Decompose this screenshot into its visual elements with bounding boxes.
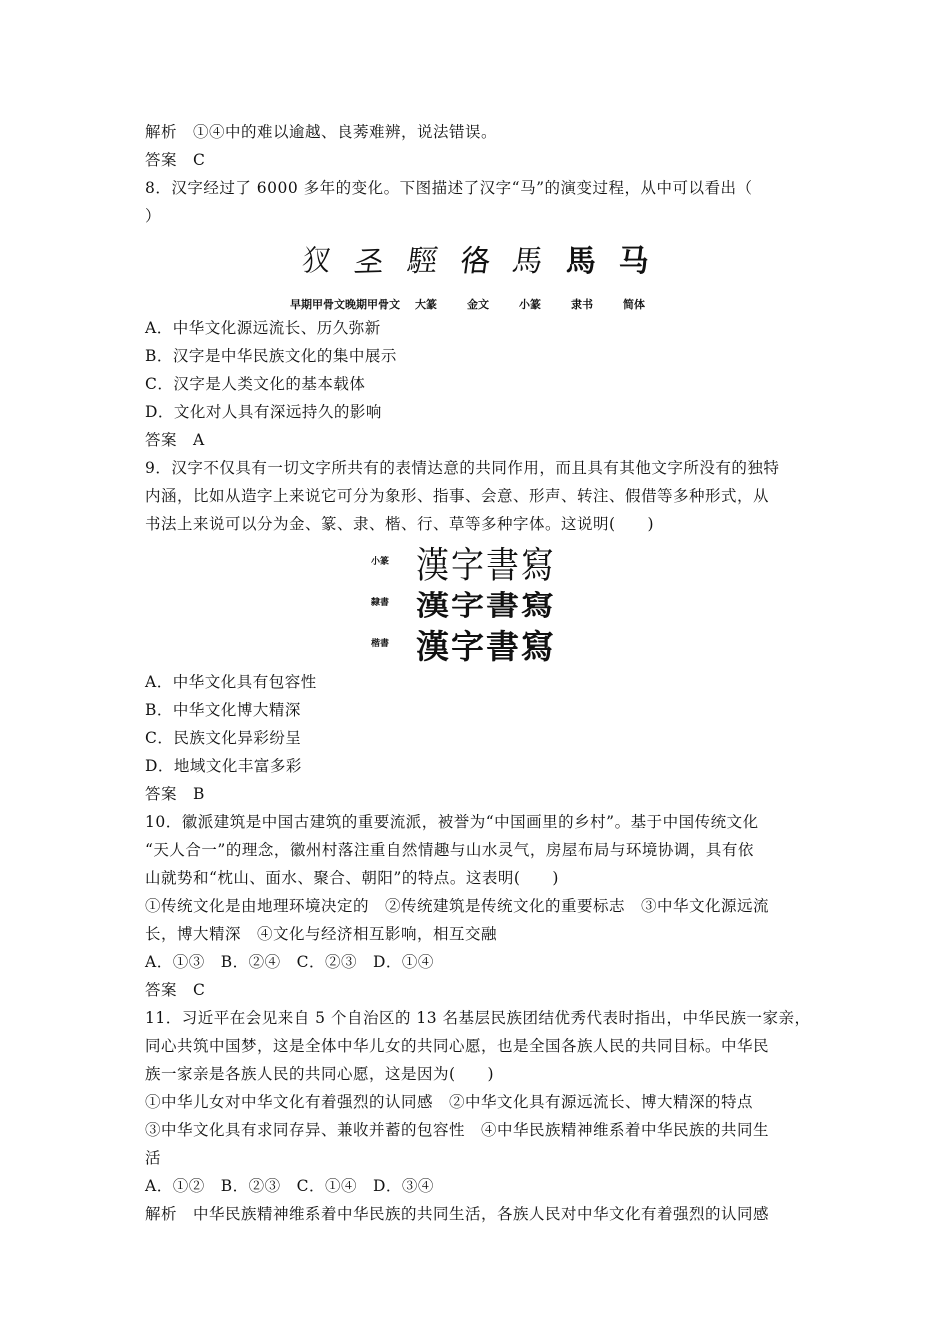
answer-line: 答案 A (145, 431, 205, 449)
question-10-stem-cont: “天人合一”的理念，徽州村落注重自然情趣与山水灵气，房屋布局与环境协调，具有依 (145, 841, 754, 859)
horse-glyph-row (290, 242, 660, 282)
option-d: D．地域文化丰富多彩 (145, 757, 302, 775)
caption-simplified: 简体 (623, 298, 645, 311)
option-b: B．汉字是中华民族文化的集中展示 (145, 347, 397, 365)
analysis-line: 解析 ①④中的难以逾越、良莠难辨，说法错误。 (145, 123, 498, 141)
script-row-clerical (370, 583, 582, 623)
question-9-stem-cont: 书法上来说可以分为金、篆、隶、楷、行、草等多种字体。这说明( ) (145, 515, 655, 533)
question-9-stem: 9．汉字不仅具有一切文字所共有的表情达意的共同作用，而且具有其他文字所没有的独特 (145, 459, 780, 477)
caption-late-oracle: 晚期甲骨文 (345, 298, 400, 311)
caption-small-seal: 小篆 (519, 298, 541, 311)
option-a: A．中华文化源远流长、历久弥新 (145, 319, 381, 337)
glyph-large-seal: 𩣪 (404, 244, 440, 279)
script-label: 楷書 (370, 639, 389, 649)
glyph-early-oracle: 𤜫 (299, 244, 334, 279)
question-11-stem: 11．习近平在会见来自 5 个自治区的 13 名基层民族团结优秀代表时指出，中华民族一家亲， (145, 1009, 811, 1027)
glyph-small-seal: 馬 (510, 244, 546, 279)
question-9-stem-cont: 内涵，比如从造字上来说它可分为象形、指事、会意、形声、转注、假借等多种形式，从 (145, 487, 770, 505)
glyph-bronze: 𢓜 (457, 244, 493, 279)
script-chars: 漢字書寫 (416, 542, 556, 586)
glyph-clerical: 馬 (565, 244, 596, 279)
option-c: C．汉字是人类文化的基本载体 (145, 375, 366, 393)
option-c: C．民族文化异彩纷呈 (145, 729, 302, 747)
question-8-stem: 8．汉字经过了 6000 多年的变化。下图描述了汉字“马”的演变过程，从中可以看出（ (145, 179, 753, 197)
glyph-simplified: 马 (618, 244, 649, 279)
glyph-late-oracle: 𢀖 (351, 244, 387, 279)
question-11-statements-cont: ③中华文化具有求同存异、兼收并蓄的包容性 ④中华民族精神维系着中华民族的共同生 (145, 1121, 770, 1139)
question-10-statements: ①传统文化是由地理环境决定的 ②传统建筑是传统文化的重要标志 ③中华文化源远流 (145, 897, 770, 915)
answer-line: 答案 B (145, 785, 205, 803)
question-10-stem: 10．徽派建筑是中国古建筑的重要流派，被誉为“中国画里的乡村”。基于中国传统文化 (145, 813, 759, 831)
caption-bronze: 金文 (467, 298, 489, 311)
question-11-stem-cont: 同心共筑中国梦，这是全体中华儿女的共同心愿，也是全国各族人民的共同目标。中华民 (145, 1037, 770, 1055)
option-a: A．中华文化具有包容性 (145, 673, 317, 691)
question-11-statements: ①中华儿女对中华文化有着强烈的认同感 ②中华文化具有源远流长、博大精深的特点 (145, 1093, 754, 1111)
question-11-stem-cont: 族一家亲是各族人民的共同心愿，这是因为( ) (145, 1065, 495, 1083)
question-10-options: A．①③ B．②④ C．②③ D．①④ (145, 953, 434, 971)
answer-line: 答案 C (145, 151, 206, 169)
horse-caption-row (290, 296, 660, 312)
script-label: 隸書 (370, 598, 389, 608)
caption-large-seal: 大篆 (415, 298, 437, 311)
answer-line: 答案 C (145, 981, 206, 999)
script-row-regular (370, 624, 582, 664)
script-chars: 漢字書寫 (416, 626, 556, 666)
script-label: 小篆 (370, 557, 389, 567)
option-d: D．文化对人具有深远持久的影响 (145, 403, 382, 421)
caption-early-oracle: 早期甲骨文 (290, 298, 345, 311)
question-10-statements-cont: 长，博大精深 ④文化与经济相互影响，相互交融 (145, 925, 498, 943)
script-row-small-seal (370, 542, 582, 586)
script-chars: 漢字書寫 (416, 588, 556, 622)
caption-clerical: 隶书 (571, 298, 593, 311)
analysis-line: 解析 中华民族精神维系着中华民族的共同生活，各族人民对中华文化有着强烈的认同感 (145, 1205, 770, 1223)
question-8-stem-cont: ） (145, 207, 162, 225)
horse-character-evolution-figure (290, 238, 660, 318)
question-10-stem-cont: 山就势和“枕山、面水、聚合、朝阳”的特点。这表明( ) (145, 869, 559, 887)
question-11-statements-cont: 活 (145, 1149, 162, 1167)
calligraphy-scripts-figure (370, 540, 582, 666)
question-11-options: A．①② B．②③ C．①④ D．③④ (145, 1177, 434, 1195)
option-b: B．中华文化博大精深 (145, 701, 301, 719)
